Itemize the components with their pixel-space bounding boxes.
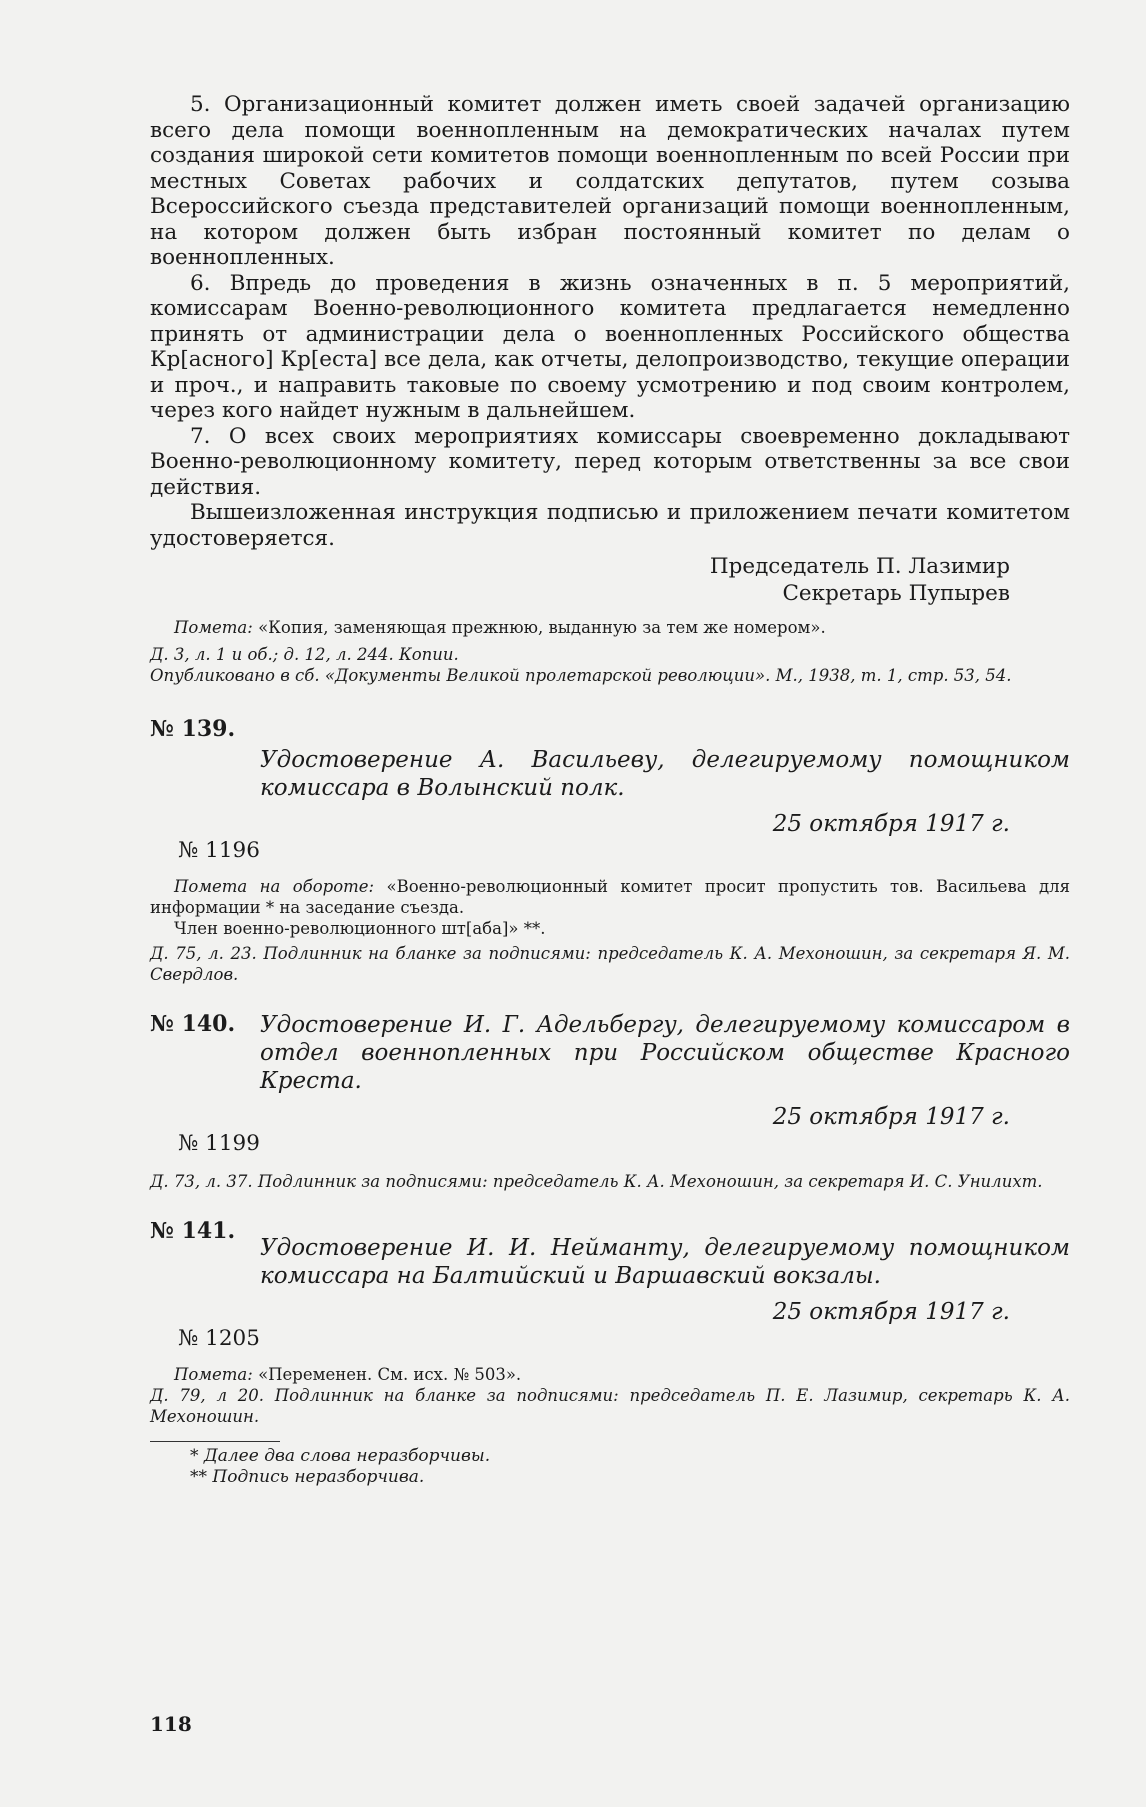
doc138-note-label: Помета: — [174, 618, 253, 637]
doc138-note-text: «Копия, заменяющая прежнюю, выданную за тем же номером». — [258, 618, 826, 637]
paragraph-certification: Вышеизложенная инструкция подписью и приложением печати комитетом удостоверяется. — [150, 500, 1070, 551]
page-number: 118 — [150, 1712, 192, 1736]
footnote-2: ** Подпись неразборчива. — [190, 1467, 425, 1487]
doc141-reg-number: № 1205 — [178, 1326, 260, 1351]
doc141-header — [150, 1218, 1070, 1290]
doc139-note-text: «Военно-революционный комитет просит пропустить тов. Васильева для информации * на заседание съезда. — [150, 877, 1070, 917]
doc139-date: 25 октября 1917 г. — [772, 811, 1010, 837]
doc140-header — [150, 1011, 1070, 1095]
doc141-source: Д. 79, л 20. Подлинник на бланке за подписями: председатель П. Е. Лазимир, секретарь К. А. Мехоношин. — [150, 1386, 1070, 1426]
doc140-title: Удостоверение И. Г. Адельбергу, делегируемому комиссаром в отдел военнопленных при Российском обществе Красного Креста. — [260, 1012, 1070, 1094]
doc139-note-label: Помета на обороте: — [174, 877, 375, 896]
paragraph-5: 5. Организационный комитет должен иметь своей задачей организацию всего дела помощи военнопленным на демократических началах путем создания широкой сети комитетов помощи военнопленным по всей России при местных Советах рабочих и солдатских депутатов, путем созыва Всероссийского съезда представителей организаций помощи военнопленным, на котором должен быть избран постоянный комитет по делам о военнопленных. — [150, 92, 1070, 270]
doc138-published: Опубликовано в сб. «Документы Великой пролетарской революции». М., 1938, т. 1, стр. 53, 54. — [150, 666, 1012, 685]
paragraph-6: 6. Впредь до проведения в жизнь означенных в п. 5 мероприятий, комиссарам Военно-революционного комитета предлагается немедленно принять от администрации дела о военнопленных Российского общества Кр[асного] Кр[еста] все дела, как отчеты, делопроизводство, текущие операции и проч., и направить таковые по своему усмотрению и под своим контролем, через кого найдет нужным в дальнейшем. — [150, 270, 1070, 423]
doc139-source: Д. 75, л. 23. Подлинник на бланке за подписями: председатель К. А. Мехоношин, за секретаря Я. М. Свердлов. — [150, 944, 1070, 984]
doc140-number: № 140. — [150, 1011, 236, 1037]
doc139-number: № 139. — [150, 716, 236, 742]
doc141-note-label: Помета: — [174, 1365, 253, 1384]
doc139-note-line2: Член военно-революционного шт[аба]» **. — [174, 919, 546, 938]
doc139-header — [150, 716, 1070, 802]
doc139-note — [150, 876, 1070, 918]
doc141-number: № 141. — [150, 1218, 236, 1244]
doc140-date: 25 октября 1917 г. — [772, 1104, 1010, 1130]
doc138-source: Д. 3, л. 1 и об.; д. 12, л. 244. Копии. — [150, 645, 459, 664]
text-column — [150, 92, 1070, 1488]
signature-chairman: Председатель П. Лазимир — [709, 554, 1010, 579]
doc140-source: Д. 73, л. 37. Подлинник за подписями: председатель К. А. Мехоношин, за секретаря И. С. Унилихт. — [150, 1172, 1043, 1191]
doc141-note-text: «Переменен. См. исх. № 503». — [258, 1365, 522, 1384]
doc138-note — [150, 617, 1070, 638]
footnote-1: * Далее два слова неразборчивы. — [190, 1446, 491, 1466]
doc141-note — [150, 1364, 1070, 1385]
doc141-title: Удостоверение И. И. Нейманту, делегируемому помощником комиссара на Балтийский и Варшавский вокзалы. — [260, 1235, 1070, 1289]
doc139-title: Удостоверение А. Васильеву, делегируемому помощником комиссара в Волынский полк. — [260, 747, 1070, 801]
doc140-reg-number: № 1199 — [178, 1131, 260, 1156]
paragraph-7: 7. О всех своих мероприятиях комиссары своевременно докладывают Военно-революционному комитету, перед которым ответственны за все свои действия. — [150, 423, 1070, 500]
doc139-reg-number: № 1196 — [178, 838, 260, 863]
doc141-date: 25 октября 1917 г. — [772, 1299, 1010, 1325]
footnote-divider — [150, 1441, 280, 1442]
signature-secretary: Секретарь Пупырев — [782, 581, 1010, 606]
